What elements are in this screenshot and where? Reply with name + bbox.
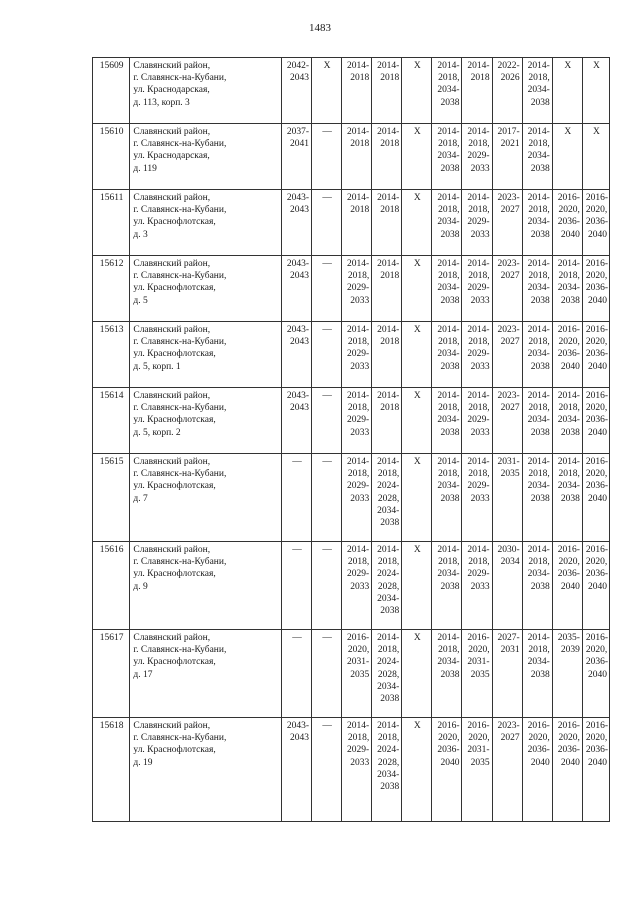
schedule-cell: 2014- 2018	[372, 124, 402, 190]
address-cell: Славянский район, г. Славянск-на-Кубани, ул. Краснофлотская, д. 5	[130, 256, 282, 322]
schedule-cell: 2014- 2018, 2034- 2038	[432, 58, 462, 124]
schedule-cell: 2014- 2018, 2029- 2033	[342, 718, 372, 822]
schedule-cell: 2014- 2018, 2029- 2033	[342, 256, 372, 322]
schedule-cell: 2016- 2020, 2036- 2040	[582, 190, 609, 256]
table-row	[93, 256, 610, 322]
schedule-cell: X	[402, 454, 432, 542]
schedule-cell: —	[312, 388, 342, 454]
schedule-cell: 2014- 2018, 2029- 2033	[462, 124, 492, 190]
schedule-cell: 2014- 2018, 2029- 2033	[462, 190, 492, 256]
schedule-cell: 2014- 2018, 2034- 2038	[552, 454, 582, 542]
address-cell: Славянский район, г. Славянск-на-Кубани, ул. Краснофлотская, д. 5, корп. 2	[130, 388, 282, 454]
schedule-cell: 2014- 2018	[342, 58, 372, 124]
schedule-cell: 2037- 2041	[281, 124, 311, 190]
schedule-cell: 2014- 2018, 2024- 2028, 2034- 2038	[372, 542, 402, 630]
schedule-cell: X	[402, 256, 432, 322]
schedule-cell: 2043- 2043	[281, 322, 311, 388]
address-cell: Славянский район, г. Славянск-на-Кубани, ул. Краснофлотская, д. 5, корп. 1	[130, 322, 282, 388]
schedule-cell: 2014- 2018	[372, 190, 402, 256]
row-number-cell: 15617	[93, 630, 130, 718]
schedule-cell: 2014- 2018	[342, 190, 372, 256]
schedule-cell: 2023- 2027	[492, 388, 522, 454]
schedule-cell: 2016- 2020, 2036- 2040	[552, 718, 582, 822]
schedule-cell: 2014- 2018, 2034- 2038	[432, 630, 462, 718]
schedule-cell: 2014- 2018, 2029- 2033	[462, 256, 492, 322]
schedule-cell: 2035- 2039	[552, 630, 582, 718]
address-cell: Славянский район, г. Славянск-на-Кубани, ул. Краснодарская, д. 113, корп. 3	[130, 58, 282, 124]
schedule-cell: —	[312, 454, 342, 542]
schedule-cell: 2014- 2018	[372, 58, 402, 124]
table-body	[93, 58, 610, 822]
schedule-cell: 2023- 2027	[492, 256, 522, 322]
schedule-cell: 2016- 2020, 2036- 2040	[582, 454, 609, 542]
schedule-cell: 2023- 2027	[492, 718, 522, 822]
schedule-cell: —	[281, 630, 311, 718]
schedule-cell: —	[281, 542, 311, 630]
schedule-cell: X	[552, 124, 582, 190]
table-row	[93, 58, 610, 124]
schedule-cell: X	[552, 58, 582, 124]
table-row	[93, 124, 610, 190]
schedule-cell: 2014- 2018, 2029- 2033	[462, 542, 492, 630]
schedule-cell: 2027- 2031	[492, 630, 522, 718]
schedule-cell: 2014- 2018, 2034- 2038	[432, 388, 462, 454]
schedule-cell: 2014- 2018, 2034- 2038	[522, 124, 552, 190]
schedule-cell: —	[312, 630, 342, 718]
schedule-cell: 2023- 2027	[492, 190, 522, 256]
row-number-cell: 15611	[93, 190, 130, 256]
schedule-cell: 2016- 2020, 2036- 2040	[552, 322, 582, 388]
schedule-cell: 2043- 2043	[281, 388, 311, 454]
table-row	[93, 322, 610, 388]
schedule-cell: 2014- 2018, 2029- 2033	[342, 388, 372, 454]
row-number-cell: 15618	[93, 718, 130, 822]
schedule-cell: 2023- 2027	[492, 322, 522, 388]
schedule-cell: 2016- 2020, 2036- 2040	[582, 322, 609, 388]
row-number-cell: 15616	[93, 542, 130, 630]
schedule-cell: X	[312, 58, 342, 124]
schedule-cell: 2031- 2035	[492, 454, 522, 542]
row-number-cell: 15612	[93, 256, 130, 322]
schedule-cell: —	[312, 124, 342, 190]
schedule-cell: 2014- 2018, 2029- 2033	[462, 322, 492, 388]
schedule-cell: —	[281, 454, 311, 542]
schedule-cell: 2014- 2018, 2024- 2028, 2034- 2038	[372, 454, 402, 542]
schedule-cell: 2016- 2020, 2036- 2040	[582, 388, 609, 454]
schedule-cell: 2014- 2018, 2034- 2038	[432, 322, 462, 388]
schedule-cell: 2014- 2018	[342, 124, 372, 190]
schedule-cell: 2014- 2018, 2034- 2038	[522, 322, 552, 388]
schedule-cell: 2016- 2020, 2036- 2040	[552, 542, 582, 630]
schedule-cell: 2016- 2020, 2036- 2040	[582, 542, 609, 630]
schedule-cell: 2017- 2021	[492, 124, 522, 190]
schedule-cell: 2014- 2018, 2034- 2038	[552, 388, 582, 454]
schedule-cell: 2016- 2020, 2036- 2040	[552, 190, 582, 256]
schedule-cell: —	[312, 190, 342, 256]
schedule-cell: 2014- 2018, 2029- 2033	[462, 454, 492, 542]
row-number-cell: 15609	[93, 58, 130, 124]
row-number-cell: 15613	[93, 322, 130, 388]
schedule-cell: 2014- 2018, 2034- 2038	[522, 454, 552, 542]
address-cell: Славянский район, г. Славянск-на-Кубани, ул. Краснофлотская, д. 3	[130, 190, 282, 256]
schedule-cell: 2014- 2018, 2034- 2038	[552, 256, 582, 322]
schedule-cell: 2014- 2018, 2034- 2038	[432, 542, 462, 630]
schedule-cell: 2016- 2020, 2036- 2040	[582, 718, 609, 822]
schedule-cell: 2014- 2018, 2034- 2038	[522, 542, 552, 630]
schedule-cell: 2014- 2018, 2034- 2038	[432, 124, 462, 190]
row-number-cell: 15610	[93, 124, 130, 190]
address-cell: Славянский район, г. Славянск-на-Кубани, ул. Краснофлотская, д. 19	[130, 718, 282, 822]
schedule-cell: X	[402, 718, 432, 822]
schedule-cell: 2016- 2020, 2031- 2035	[342, 630, 372, 718]
schedule-cell: 2043- 2043	[281, 718, 311, 822]
schedule-cell: 2014- 2018, 2034- 2038	[522, 190, 552, 256]
schedule-cell: 2016- 2020, 2036- 2040	[582, 256, 609, 322]
schedule-cell: 2014- 2018, 2034- 2038	[522, 256, 552, 322]
address-cell: Славянский район, г. Славянск-на-Кубани, ул. Краснофлотская, д. 17	[130, 630, 282, 718]
schedule-cell: 2016- 2020, 2036- 2040	[582, 630, 609, 718]
address-cell: Славянский район, г. Славянск-на-Кубани, ул. Краснофлотская, д. 9	[130, 542, 282, 630]
schedule-cell: 2014- 2018, 2024- 2028, 2034- 2038	[372, 630, 402, 718]
schedule-cell: 2014- 2018, 2034- 2038	[522, 58, 552, 124]
table-row	[93, 542, 610, 630]
schedule-cell: 2014- 2018, 2034- 2038	[432, 454, 462, 542]
schedule-cell: 2014- 2018, 2034- 2038	[522, 630, 552, 718]
table-row	[93, 718, 610, 822]
schedule-cell: X	[402, 58, 432, 124]
table-row	[93, 630, 610, 718]
schedule-cell: 2014- 2018	[372, 388, 402, 454]
schedule-cell: 2016- 2020, 2036- 2040	[432, 718, 462, 822]
table-row	[93, 454, 610, 542]
row-number-cell: 15615	[93, 454, 130, 542]
schedule-cell: —	[312, 542, 342, 630]
schedule-cell: —	[312, 718, 342, 822]
schedule-cell: 2043- 2043	[281, 256, 311, 322]
schedule-cell: 2014- 2018, 2034- 2038	[432, 190, 462, 256]
schedule-cell: X	[402, 322, 432, 388]
table-row	[93, 388, 610, 454]
row-number-cell: 15614	[93, 388, 130, 454]
schedule-cell: 2014- 2018, 2029- 2033	[462, 388, 492, 454]
schedule-cell: 2014- 2018, 2034- 2038	[432, 256, 462, 322]
page-number: 1483	[309, 22, 331, 34]
schedule-cell: 2014- 2018	[372, 256, 402, 322]
schedule-cell: 2014- 2018	[372, 322, 402, 388]
schedule-cell: 2043- 2043	[281, 190, 311, 256]
schedule-cell: X	[402, 630, 432, 718]
schedule-cell: X	[402, 190, 432, 256]
schedule-cell: 2014- 2018, 2029- 2033	[342, 542, 372, 630]
schedule-cell: —	[312, 256, 342, 322]
schedule-cell: 2014- 2018, 2029- 2033	[342, 454, 372, 542]
schedule-cell: X	[402, 124, 432, 190]
schedule-cell: 2030- 2034	[492, 542, 522, 630]
schedule-cell: 2022- 2026	[492, 58, 522, 124]
address-cell: Славянский район, г. Славянск-на-Кубани, ул. Краснофлотская, д. 7	[130, 454, 282, 542]
schedule-cell: 2014- 2018, 2024- 2028, 2034- 2038	[372, 718, 402, 822]
schedule-cell: 2014- 2018, 2034- 2038	[522, 388, 552, 454]
schedule-cell: —	[312, 322, 342, 388]
schedule-cell: 2016- 2020, 2031- 2035	[462, 718, 492, 822]
table-row	[93, 190, 610, 256]
repair-schedule-table	[92, 57, 610, 822]
schedule-cell: 2014- 2018, 2029- 2033	[342, 322, 372, 388]
schedule-cell: X	[582, 124, 609, 190]
schedule-cell: X	[402, 542, 432, 630]
schedule-cell: X	[582, 58, 609, 124]
address-cell: Славянский район, г. Славянск-на-Кубани, ул. Краснодарская, д. 119	[130, 124, 282, 190]
schedule-cell: 2014- 2018	[462, 58, 492, 124]
schedule-cell: X	[402, 388, 432, 454]
schedule-cell: 2016- 2020, 2031- 2035	[462, 630, 492, 718]
schedule-cell: 2042- 2043	[281, 58, 311, 124]
schedule-cell: 2016- 2020, 2036- 2040	[522, 718, 552, 822]
